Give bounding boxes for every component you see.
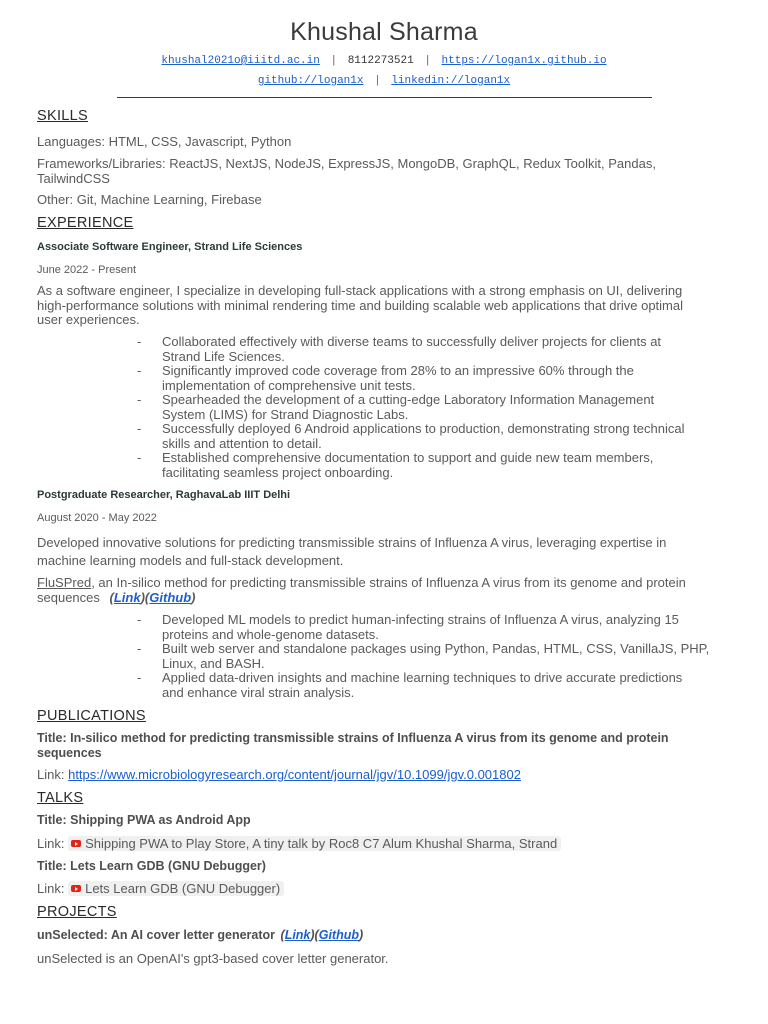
website-link[interactable]: https://logan1x.github.io — [441, 55, 607, 67]
project-github-link[interactable]: Github — [318, 928, 359, 942]
skills-other: Other: Git, Machine Learning, Firebase — [37, 192, 262, 207]
skills-frameworks-line: Frameworks/Libraries: ReactJS, NextJS, NodeJS, ExpressJS, MongoDB, GraphQL, Redux Toolkit, Pandas, — [37, 156, 656, 171]
video-link-chip[interactable] — [68, 836, 561, 851]
bullet-line: and enhance viral strain analysis. — [162, 684, 355, 700]
bullet-dash: - — [137, 334, 142, 349]
github-link[interactable]: github://logan1x — [257, 75, 364, 87]
bullet-line: Spearheaded the development of a cutting-edge Laboratory Information Management — [162, 392, 655, 407]
skills-languages: Languages: HTML, CSS, Javascript, Python — [37, 134, 292, 149]
skills-heading: SKILLS — [37, 108, 88, 124]
job-summary-line: Developed innovative solutions for predicting transmissible strains of Influenza A virus, leveraging expertise in — [37, 535, 667, 550]
publication-title-line: sequences — [37, 745, 102, 760]
separator: | — [330, 55, 338, 67]
talk-title: Title: Shipping PWA as Android App — [37, 813, 251, 827]
bullet-dash: - — [137, 670, 142, 685]
youtube-icon — [71, 840, 81, 847]
youtube-icon — [71, 885, 81, 892]
project-links: (Link)(Github) — [109, 589, 196, 605]
publications-heading: PUBLICATIONS — [37, 708, 146, 724]
video-title: Shipping PWA to Play Store, A tiny talk by Roc8 C7 Alum Khushal Sharma, Strand — [85, 836, 558, 851]
talks-heading: TALKS — [37, 790, 84, 806]
publication-title — [37, 731, 731, 760]
bullet-line: Applied data-driven insights and machine learning techniques to drive accurate predictions — [162, 670, 683, 685]
skills-frameworks — [37, 157, 731, 186]
bullet-line: Successfully deployed 6 Android applications to production, demonstrating strong technical — [162, 421, 685, 436]
bullet-line: Strand Life Sciences. — [162, 348, 285, 364]
bullet-line: Collaborated effectively with diverse teams to successfully deliver projects for clients at — [162, 334, 662, 349]
contact-line-1 — [0, 55, 768, 67]
bullet-line: Significantly improved code coverage from 28% to an impressive 60% through the — [162, 363, 634, 378]
separator: | — [374, 75, 381, 87]
fluspred-link[interactable]: FluSPred — [37, 575, 92, 590]
projects-heading: PROJECTS — [37, 904, 117, 920]
github-repo-link[interactable]: Github — [149, 589, 192, 605]
job-summary-line: high-performance solutions with minimal rendering time and building scalable web applications that drive optimal — [37, 297, 684, 313]
job-title: Postgraduate Researcher, RaghavaLab IIIT Delhi — [37, 489, 291, 501]
talk-title: Title: Lets Learn GDB (GNU Debugger) — [37, 859, 266, 873]
bullet-dash: - — [137, 392, 142, 407]
link-prefix: Link: — [37, 767, 65, 782]
bullet-line: Established comprehensive documentation to support and guide new team members, — [162, 450, 654, 465]
skills-frameworks-line: TailwindCSS — [37, 170, 110, 186]
link-prefix: Link: — [37, 881, 65, 896]
video-link-chip[interactable] — [68, 881, 284, 896]
project-description-text: , an In-silico method for predicting transmissible strains of Influenza A virus from its genome and protein — [91, 575, 686, 590]
linkedin-link[interactable]: linkedin://logan1x — [391, 75, 511, 87]
project-title-row — [37, 928, 731, 943]
project-desc: unSelected is an OpenAI's gpt3-based cover letter generator. — [37, 951, 389, 966]
project-title: unSelected: An AI cover letter generator — [37, 928, 276, 942]
contact-line-2 — [0, 75, 768, 87]
paper-link[interactable]: Link — [113, 589, 141, 605]
bullet-line: implementation of comprehensive unit tests. — [162, 377, 416, 393]
job-title: Associate Software Engineer, Strand Life Sciences — [37, 241, 303, 253]
project-link[interactable]: Link — [284, 928, 311, 942]
bullet-dash: - — [137, 421, 142, 436]
bullet-dash: - — [137, 641, 142, 656]
bullet-line: Built web server and standalone packages using Python, Pandas, HTML, CSS, VanillaJS, PHP, — [162, 641, 710, 656]
bullet-dash: - — [137, 612, 142, 627]
publication-url[interactable]: https://www.microbiologyresearch.org/content/journal/jgv/10.1099/jgv.0.001802 — [68, 767, 521, 782]
video-title: Lets Learn GDB (GNU Debugger) — [85, 881, 281, 896]
phone-number: 8112273521 — [347, 55, 414, 67]
bullet-line: Linux, and BASH. — [162, 655, 265, 671]
separator: | — [424, 55, 431, 67]
bullet-line: Developed ML models to predict human-infecting strains of Influenza A virus, analyzing 15 — [162, 612, 679, 627]
bullet-line: proteins and whole-genome datasets. — [162, 626, 379, 642]
publication-title-line: Title: In-silico method for predicting transmissible strains of Influenza A virus from its genome and protein — [37, 731, 669, 745]
project-description-text: sequences — [37, 589, 100, 605]
job-date: June 2022 - Present — [37, 264, 137, 276]
job-summary — [37, 284, 731, 328]
email-link[interactable]: khushal2021o@iiitd.ac.in — [161, 55, 320, 67]
talk-link-row — [37, 881, 731, 897]
bullet-line: skills and attention to detail. — [162, 435, 322, 451]
link-prefix: Link: — [37, 836, 65, 851]
talk-link-row — [37, 836, 731, 852]
project-links: (Link)(Github) — [280, 928, 364, 942]
job-summary-line: As a software engineer, I specialize in developing full-stack applications with a strong emphasis on UI, delivering — [37, 283, 683, 298]
experience-heading: EXPERIENCE — [37, 215, 134, 231]
job-summary-line: machine learning models and full-stack development. — [37, 553, 344, 568]
project-description — [37, 576, 731, 605]
job-date: August 2020 - May 2022 — [37, 512, 157, 524]
publication-link-row — [37, 768, 731, 783]
candidate-name: Khushal Sharma — [290, 18, 478, 46]
bullet-dash: - — [137, 363, 142, 378]
job-summary — [37, 534, 731, 570]
header-divider — [117, 97, 652, 98]
bullet-line: System (LIMS) for Strand Diagnostic Labs. — [162, 406, 409, 422]
job-summary-line: user experiences. — [37, 312, 140, 327]
bullet-dash: - — [137, 450, 142, 465]
bullet-line: facilitating seamless project onboarding. — [162, 464, 394, 480]
